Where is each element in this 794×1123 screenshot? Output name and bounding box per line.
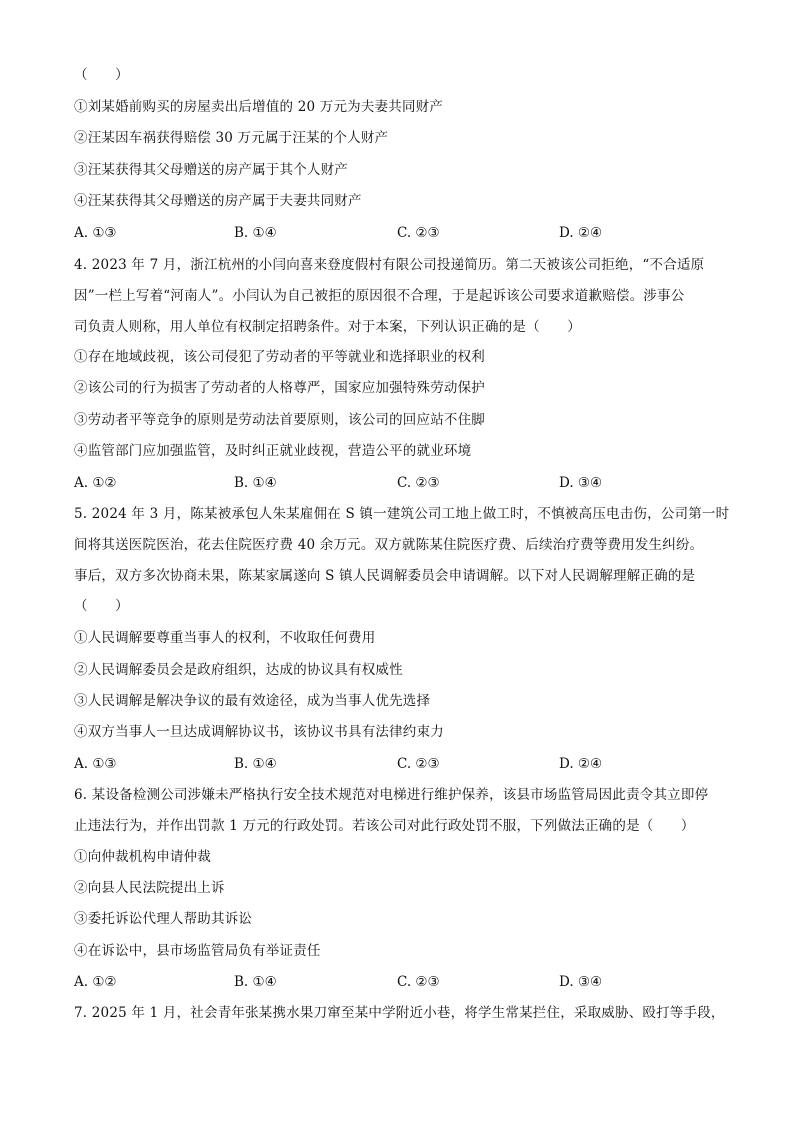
q4-item-3: ③劳动者平等竞争的原则是劳动法首要原则，该公司的回应站不住脚 bbox=[74, 412, 485, 428]
q5-stem-line-4: （ ） bbox=[74, 598, 129, 614]
q5-item-4: ④双方当事人一旦达成调解协议书，该协议书具有法律约束力 bbox=[74, 724, 444, 740]
q5-item-2: ②人民调解委员会是政府组织，达成的协议具有权威性 bbox=[74, 662, 403, 678]
q6-item-1: ①向仲裁机构申请仲裁 bbox=[74, 849, 211, 865]
q4-item-2: ②该公司的行为损害了劳动者的人格尊严，国家应加强特殊劳动保护 bbox=[74, 380, 485, 396]
q3-option-d[interactable]: D. ②④ bbox=[559, 225, 603, 241]
q5-option-d[interactable]: D. ②④ bbox=[559, 756, 603, 772]
q6-item-2: ②向县人民法院提出上诉 bbox=[74, 880, 225, 896]
q4-options bbox=[74, 474, 734, 492]
q6-item-4: ④在诉讼中，县市场监管局负有举证责任 bbox=[74, 943, 321, 959]
q7-stem-line-1: 7. 2025 年 1 月，社会青年张某携水果刀窜至某中学附近小巷，将学生常某拦住，采取威胁、殴打等手段， bbox=[74, 1005, 725, 1021]
q3-options bbox=[74, 224, 734, 242]
q6-options bbox=[74, 973, 734, 991]
q5-option-a[interactable]: A. ①③ bbox=[74, 756, 117, 772]
q3-answer-bracket: （ ） bbox=[74, 67, 129, 83]
q3-item-4: ④汪某获得其父母赠送的房产属于夫妻共同财产 bbox=[74, 193, 362, 209]
q5-stem-line-2: 间将其送医院医治，花去住院医疗费 40 余万元。双方就陈某住院医疗费、后续治疗费等费用发生纠纷。 bbox=[74, 537, 704, 553]
q5-options bbox=[74, 755, 734, 773]
q5-item-1: ①人民调解要尊重当事人的权利，不收取任何费用 bbox=[74, 630, 376, 646]
q4-option-c[interactable]: C. ②③ bbox=[397, 475, 440, 491]
q6-item-3: ③委托诉讼代理人帮助其诉讼 bbox=[74, 911, 253, 927]
q4-option-a[interactable]: A. ①② bbox=[74, 475, 117, 491]
q3-item-2: ②汪某因车祸获得赔偿 30 万元属于汪某的个人财产 bbox=[74, 130, 389, 146]
q3-option-a[interactable]: A. ①③ bbox=[74, 225, 117, 241]
q5-item-3: ③人民调解是解决争议的最有效途径，成为当事人优先选择 bbox=[74, 693, 431, 709]
q3-option-b[interactable]: B. ①④ bbox=[234, 225, 277, 241]
q4-stem-line-2: 因”一栏上写着“河南人”。小闫认为自己被拒的原因很不合理，于是起诉该公司要求道歉赔偿。涉事公 bbox=[74, 288, 685, 304]
q6-option-d[interactable]: D. ③④ bbox=[559, 974, 603, 990]
q5-stem-line-1: 5. 2024 年 3 月，陈某被承包人朱某雇佣在 S 镇一建筑公司工地上做工时，不慎被高压电击伤，公司第一时 bbox=[74, 506, 730, 522]
q6-option-a[interactable]: A. ①② bbox=[74, 974, 117, 990]
q3-option-c[interactable]: C. ②③ bbox=[397, 225, 440, 241]
q5-option-b[interactable]: B. ①④ bbox=[234, 756, 277, 772]
q6-stem-line-1: 6. 某设备检测公司涉嫌未严格执行安全技术规范对电梯进行维护保养，该县市场监管局因此责令其立即停 bbox=[74, 787, 709, 803]
q4-stem-line-1: 4. 2023 年 7 月，浙江杭州的小闫向喜来登度假村有限公司投递简历。第二天被该公司拒绝，“不合适原 bbox=[74, 257, 705, 273]
q6-option-c[interactable]: C. ②③ bbox=[397, 974, 440, 990]
q3-item-1: ①刘某婚前购买的房屋卖出后增值的 20 万元为夫妻共同财产 bbox=[74, 99, 444, 115]
q4-item-1: ①存在地域歧视，该公司侵犯了劳动者的平等就业和选择职业的权利 bbox=[74, 349, 485, 365]
q4-stem-line-3: 司负责人则称，用人单位有权制定招聘条件。对于本案，下列认识正确的是（ ） bbox=[74, 319, 581, 335]
q5-option-c[interactable]: C. ②③ bbox=[397, 756, 440, 772]
q6-stem-line-2: 止违法行为，并作出罚款 1 万元的行政处罚。若该公司对此行政处罚不服，下列做法正确的是（ ） bbox=[74, 818, 695, 834]
q4-item-4: ④监管部门应加强监管，及时纠正就业歧视，营造公平的就业环境 bbox=[74, 443, 472, 459]
q3-item-3: ③汪某获得其父母赠送的房产属于其个人财产 bbox=[74, 162, 348, 178]
q4-option-d[interactable]: D. ③④ bbox=[559, 475, 603, 491]
q4-option-b[interactable]: B. ①④ bbox=[234, 475, 277, 491]
q5-stem-line-3: 事后，双方多次协商未果，陈某家属遂向 S 镇人民调解委员会申请调解。以下对人民调解理解正确的是 bbox=[74, 568, 696, 584]
q6-option-b[interactable]: B. ①④ bbox=[234, 974, 277, 990]
